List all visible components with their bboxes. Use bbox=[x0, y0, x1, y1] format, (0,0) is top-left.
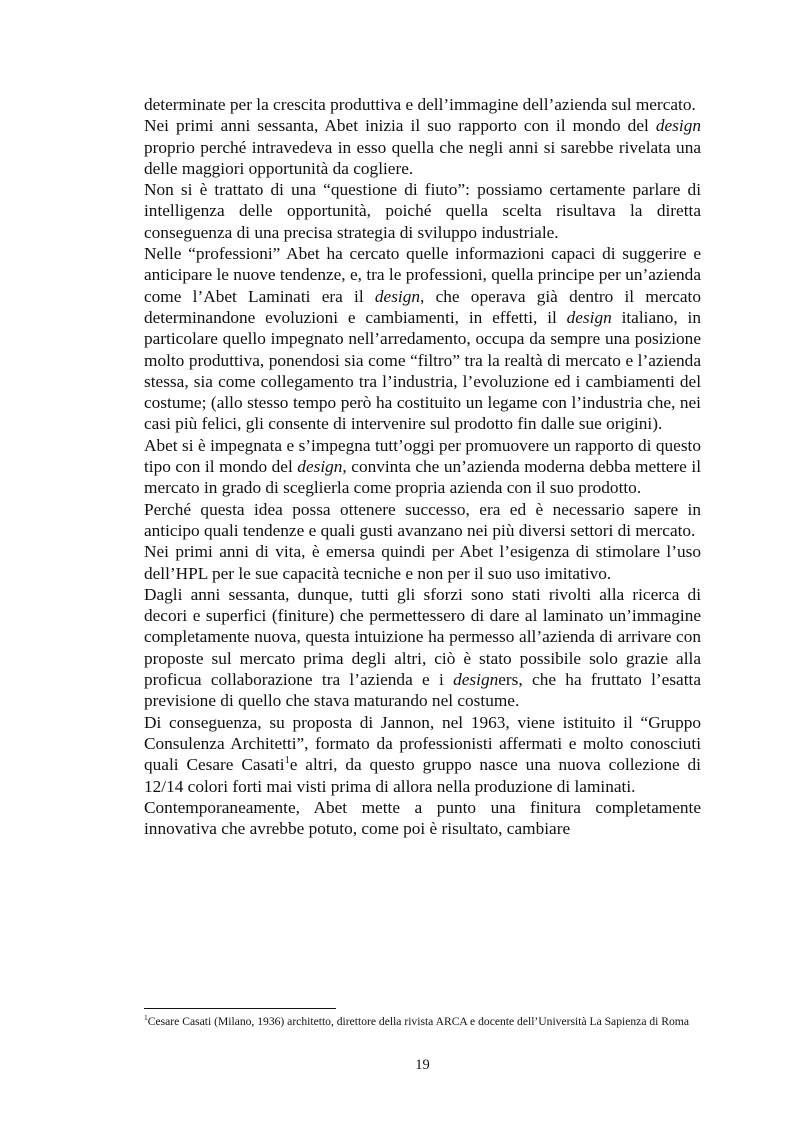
footnote-separator bbox=[144, 1008, 336, 1009]
paragraph bbox=[144, 94, 701, 115]
paragraph bbox=[144, 499, 701, 542]
paragraph-text: , che operava già dentro il mercato determinandone evoluzioni e cambiamenti, in effetti, il bbox=[144, 286, 701, 327]
paragraph-text: ers, che ha fruttato l’esatta previsione di quello che stava maturando nel costume. bbox=[144, 670, 701, 711]
paragraph-text: , convinta che un’azienda moderna debba mettere il mercato in grado di sceglierla come propria azienda con il suo prodotto. bbox=[144, 457, 701, 498]
paragraph bbox=[144, 541, 701, 584]
italic-text: design bbox=[374, 286, 421, 306]
paragraph-text: italiano, in particolare quello impegnato nell’arredamento, occupa da sempre una posizione molto produttiva, ponendosi sia come “filtro” tra la realtà di mercato e l’azienda stessa, sia come collegamento tra l’industria, l’evoluzione ed i cambiamenti del costume; (allo stesso tempo però ha costituito un legame con l’industria che, nei casi più felici, gli consente di intervenire sul prodotto fin dalle sue origini). bbox=[144, 307, 701, 434]
body-text bbox=[144, 94, 701, 839]
paragraph-text: Nelle “professioni” Abet ha cercato quelle informazioni capaci di suggerire e anticipare le nuove tendenze, e, tra le professioni, quella principe per un’azienda come l’Abet Laminati era il bbox=[144, 244, 701, 306]
paragraph-text: Nei primi anni di vita, è emersa quindi per Abet l’esigenza di stimolare l’uso dell’HPL per le sue capacità tecniche e non per il suo uso imitativo. bbox=[144, 542, 701, 583]
paragraph-text: Non si è trattato di una “questione di fiuto”: possiamo certamente parlare di intelligenza delle opportunità, poiché quella scelta risultava la diretta conseguenza di una precisa strategia di sviluppo industriale. bbox=[144, 180, 701, 242]
paragraph-text: Dagli anni sessanta, dunque, tutti gli sforzi sono stati rivolti alla ricerca di decori e superfici (finiture) che permettessero di dare al laminato un’immagine completamente nuova, questa intuizione ha permesso all’azienda di arrivare con proposte sul mercato prima degli altri, ciò è stato possibile solo grazie alla proficua collaborazione tra l’azienda e i bbox=[144, 584, 701, 690]
paragraph-text: Abet si è impegnata e s’impegna tutt’oggi per promuovere un rapporto di questo tipo con il mondo del bbox=[144, 435, 701, 477]
paragraph-text: Perché questa idea possa ottenere successo, era ed è necessario sapere in anticipo quali tendenze e quali gusti avanzano nei più diversi settori di mercato. bbox=[144, 499, 701, 540]
italic-text: design bbox=[453, 670, 499, 690]
page-number: 19 bbox=[415, 1057, 430, 1073]
paragraph bbox=[144, 797, 701, 840]
italic-text: design bbox=[655, 116, 701, 136]
paragraph bbox=[144, 712, 701, 797]
paragraph bbox=[144, 243, 701, 435]
paragraph bbox=[144, 584, 701, 712]
paragraph-text: Di conseguenza, su proposta di Jannon, nel 1963, viene istituito il “Gruppo Consulenza Architetti”, formato da professionisti affermati e molto conosciuti quali Cesare Casati bbox=[144, 712, 701, 775]
italic-text: design bbox=[297, 457, 343, 477]
italic-text: design bbox=[566, 307, 612, 327]
paragraph-text: Contemporaneamente, Abet mette a punto una finitura completamente innovativa che avrebbe potuto, come poi è risultato, cambiare bbox=[144, 797, 701, 839]
footnote-reference: 1 bbox=[284, 755, 290, 767]
paragraph bbox=[144, 179, 701, 243]
paragraph-text: proprio perché intravedeva in esso quella che negli anni si sarebbe rivelata una delle maggiori opportunità da cogliere. bbox=[144, 137, 701, 178]
footnote-marker: 1 bbox=[144, 1013, 148, 1023]
footnote bbox=[144, 1014, 701, 1030]
paragraph bbox=[144, 115, 701, 179]
footnote-text: Cesare Casati (Milano, 1936) architetto, direttore della rivista ARCA e docente dell’Università La Sapienza di Roma bbox=[147, 1015, 689, 1028]
paragraph-text: e altri, da questo gruppo nasce una nuova collezione di 12/14 colori forti mai visti prima di allora nella produzione di laminati. bbox=[144, 755, 701, 796]
paragraph-text: determinate per la crescita produttiva e dell’immagine dell’azienda sul mercato. bbox=[144, 95, 696, 114]
paragraph-text: Nei primi anni sessanta, Abet inizia il suo rapporto con il mondo del bbox=[144, 116, 656, 136]
paragraph bbox=[144, 435, 701, 499]
